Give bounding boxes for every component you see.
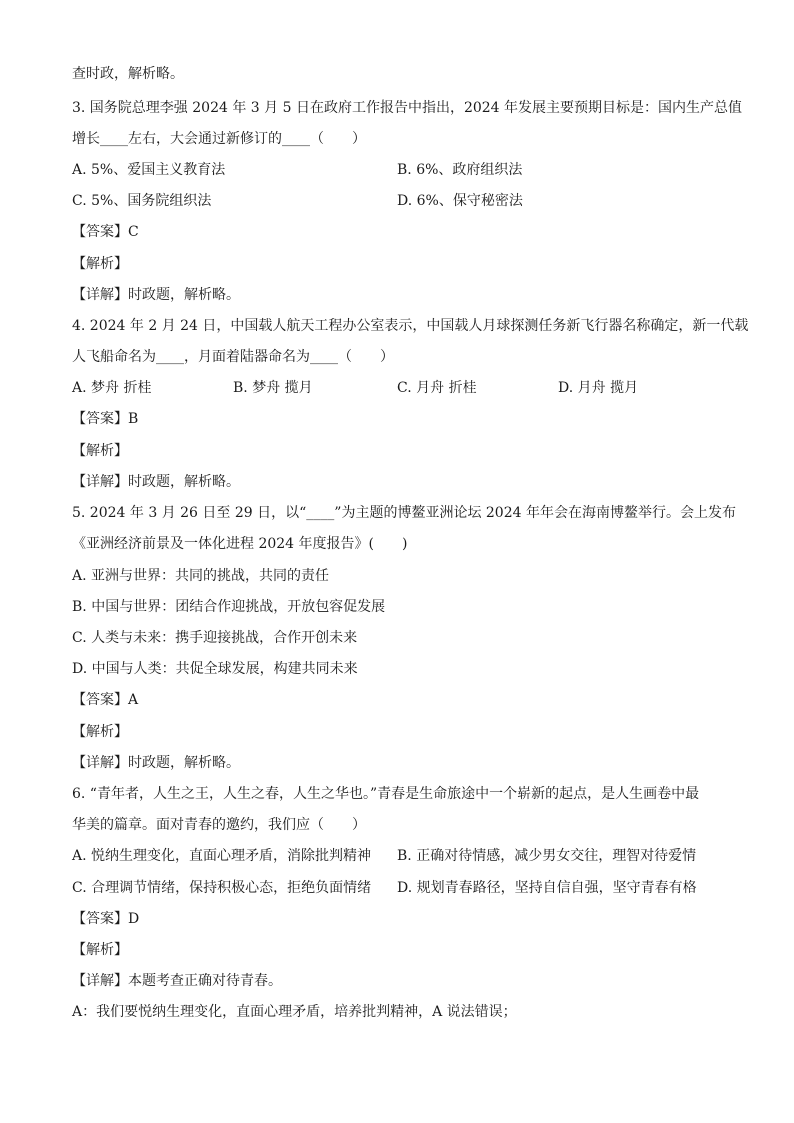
- q6-stem-line2: 华美的篇章。面对青春的邀约，我们应（ ）: [72, 817, 366, 833]
- q6-answer: 【答案】D: [72, 911, 140, 927]
- q6-option-a: A. 悦纳生理变化，直面心理矛盾，消除批判精神: [72, 848, 372, 864]
- q4-option-d: D. 月舟 揽月: [558, 380, 639, 396]
- q4-option-a: A. 梦舟 折桂: [72, 380, 152, 396]
- q5-stem-line2: 《亚洲经济前景及一体化进程 2024 年度报告》( ): [72, 536, 408, 552]
- q6-analysis-label: 【解析】: [72, 942, 128, 958]
- q4-option-c: C. 月舟 折桂: [397, 380, 477, 396]
- q5-stem-line1: 5. 2024 年 3 月 26 日至 29 日，以“____”为主题的博鳌亚洲论坛 2024 年年会在海南博鳌举行。会上发布: [72, 505, 736, 521]
- q4-detail: 【详解】时政题，解析略。: [72, 474, 240, 490]
- q3-detail: 【详解】时政题，解析略。: [72, 287, 240, 303]
- q5-option-c: C. 人类与未来：携手迎接挑战，合作开创未来: [72, 630, 358, 646]
- q5-option-d: D. 中国与人类：共促全球发展，构建共同未来: [72, 661, 358, 677]
- q4-option-b: B. 梦舟 揽月: [233, 380, 313, 396]
- q5-detail: 【详解】时政题，解析略。: [72, 755, 240, 771]
- q6-explain-a: A：我们要悦纳生理变化，直面心理矛盾，培养批判精神，A 说法错误；: [72, 1004, 517, 1020]
- q3-option-b: B. 6%、政府组织法: [397, 162, 523, 178]
- q6-option-c: C. 合理调节情绪，保持积极心态，拒绝负面情绪: [72, 880, 372, 896]
- q6-stem-line1: 6. “青年者，人生之王，人生之春，人生之华也。”青春是生命旅途中一个崭新的起点，是人生画卷中最: [72, 786, 700, 802]
- intro-tail: 查时政，解析略。: [72, 66, 184, 82]
- q4-stem-line1: 4. 2024 年 2 月 24 日，中国载人航天工程办公室表示，中国载人月球探测任务新飞行器名称确定，新一代载: [72, 318, 749, 334]
- q6-option-d: D. 规划青春路径，坚持自信自强，坚守青春有格: [397, 880, 697, 896]
- q4-analysis-label: 【解析】: [72, 443, 128, 459]
- q3-answer: 【答案】C: [72, 224, 139, 240]
- q4-answer: 【答案】B: [72, 411, 139, 427]
- q3-option-d: D. 6%、保守秘密法: [397, 193, 523, 209]
- q5-analysis-label: 【解析】: [72, 724, 128, 740]
- q4-stem-line2: 人飞船命名为____，月面着陆器命名为____（ ）: [72, 349, 394, 365]
- q5-option-b: B. 中国与世界：团结合作迎挑战，开放包容促发展: [72, 599, 386, 615]
- q3-analysis-label: 【解析】: [72, 256, 128, 272]
- q6-option-b: B. 正确对待情感，减少男女交往，理智对待爱情: [397, 848, 697, 864]
- q6-detail: 【详解】本题考查正确对待青春。: [72, 973, 282, 989]
- q3-stem-line1: 3. 国务院总理李强 2024 年 3 月 5 日在政府工作报告中指出，2024 年发展主要预期目标是：国内生产总值: [72, 100, 743, 116]
- q3-stem-line2: 增长____左右，大会通过新修订的____（ ）: [72, 131, 366, 147]
- q3-option-a: A. 5%、爱国主义教育法: [72, 162, 226, 178]
- q5-option-a: A. 亚洲与世界：共同的挑战，共同的责任: [72, 568, 330, 584]
- q3-option-c: C. 5%、国务院组织法: [72, 193, 212, 209]
- q5-answer: 【答案】A: [72, 692, 139, 708]
